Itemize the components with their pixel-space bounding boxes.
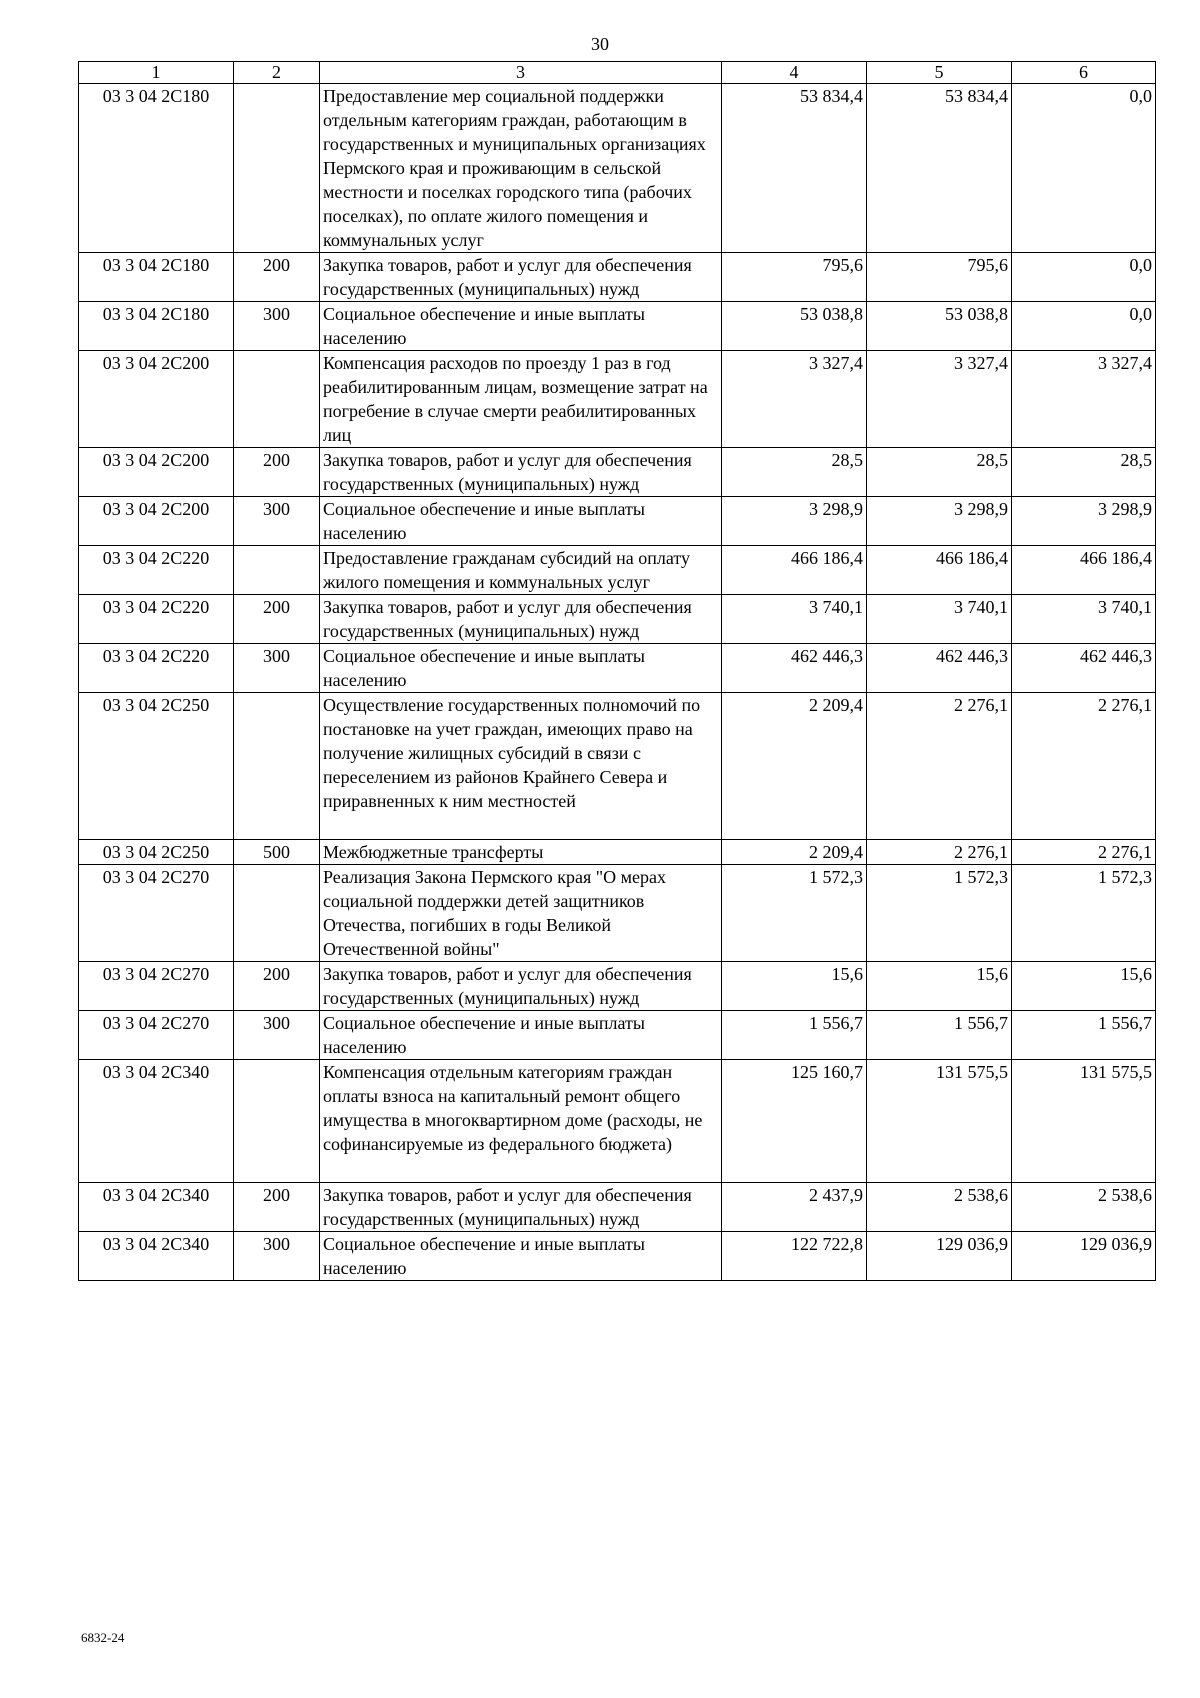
row-value-col4: 3 740,1	[722, 595, 867, 644]
row-description: Предоставление мер социальной поддержки отдельным категориям граждан, работающим в государственных и муниципальных организациях Пермского края и проживающим в сельской местности и поселках городского типа (рабочих поселках), по оплате жилого помещения и коммунальных услуг	[320, 84, 722, 253]
row-description: Социальное обеспечение и иные выплаты населению	[320, 302, 722, 351]
row-value-col6: 0,0	[1012, 84, 1156, 253]
col-header-2: 2	[234, 62, 320, 84]
row-code: 03 3 04 2С340	[79, 1060, 234, 1183]
row-code: 03 3 04 2С220	[79, 644, 234, 693]
row-description: Закупка товаров, работ и услуг для обеспечения государственных (муниципальных) нужд	[320, 962, 722, 1011]
row-description: Закупка товаров, работ и услуг для обеспечения государственных (муниципальных) нужд	[320, 448, 722, 497]
row-code: 03 3 04 2С340	[79, 1183, 234, 1232]
row-expense-type: 300	[234, 1011, 320, 1060]
col-header-3: 3	[320, 62, 722, 84]
row-value-col6: 462 446,3	[1012, 644, 1156, 693]
row-value-col5: 28,5	[867, 448, 1012, 497]
row-value-col5: 2 276,1	[867, 840, 1012, 865]
table-row	[79, 595, 1156, 644]
row-value-col5: 3 327,4	[867, 351, 1012, 448]
row-description: Предоставление гражданам субсидий на оплату жилого помещения и коммунальных услуг	[320, 546, 722, 595]
row-expense-type: 200	[234, 962, 320, 1011]
col-header-4: 4	[722, 62, 867, 84]
row-expense-type: 200	[234, 448, 320, 497]
col-header-5: 5	[867, 62, 1012, 84]
row-value-col5: 3 298,9	[867, 497, 1012, 546]
row-expense-type: 500	[234, 840, 320, 865]
row-value-col4: 795,6	[722, 253, 867, 302]
budget-table	[78, 61, 1156, 1281]
table-row	[79, 253, 1156, 302]
table-row	[79, 351, 1156, 448]
row-code: 03 3 04 2С180	[79, 302, 234, 351]
page-number: 30	[591, 34, 609, 54]
row-value-col6: 0,0	[1012, 253, 1156, 302]
table-row	[79, 693, 1156, 840]
col-header-1: 1	[79, 62, 234, 84]
row-value-col5: 1 572,3	[867, 865, 1012, 962]
document-code: 6832-24	[81, 1630, 125, 1645]
row-code: 03 3 04 2С250	[79, 840, 234, 865]
table-row	[79, 546, 1156, 595]
row-value-col6: 131 575,5	[1012, 1060, 1156, 1183]
row-code: 03 3 04 2С270	[79, 1011, 234, 1060]
row-value-col4: 2 209,4	[722, 693, 867, 840]
row-value-col5: 466 186,4	[867, 546, 1012, 595]
row-value-col4: 3 327,4	[722, 351, 867, 448]
row-value-col4: 466 186,4	[722, 546, 867, 595]
row-expense-type: 200	[234, 1183, 320, 1232]
row-value-col5: 1 556,7	[867, 1011, 1012, 1060]
row-value-col5: 15,6	[867, 962, 1012, 1011]
row-expense-type: 300	[234, 644, 320, 693]
col-header-6: 6	[1012, 62, 1156, 84]
row-value-col5: 53 038,8	[867, 302, 1012, 351]
row-description: Реализация Закона Пермского края "О мерах социальной поддержки детей защитников Отечества, погибших в годы Великой Отечественной войны"	[320, 865, 722, 962]
row-description: Осуществление государственных полномочий по постановке на учет граждан, имеющих право на получение жилищных субсидий в связи с переселением из районов Крайнего Севера и приравненных к ним местностей	[320, 693, 722, 840]
row-value-col6: 0,0	[1012, 302, 1156, 351]
row-expense-type	[234, 351, 320, 448]
row-value-col6: 3 740,1	[1012, 595, 1156, 644]
row-value-col6: 129 036,9	[1012, 1232, 1156, 1281]
table-row	[79, 1060, 1156, 1183]
table-row	[79, 1232, 1156, 1281]
row-expense-type	[234, 546, 320, 595]
row-description: Закупка товаров, работ и услуг для обеспечения государственных (муниципальных) нужд	[320, 253, 722, 302]
row-value-col6: 3 327,4	[1012, 351, 1156, 448]
row-value-col4: 1 572,3	[722, 865, 867, 962]
row-description: Социальное обеспечение и иные выплаты населению	[320, 1011, 722, 1060]
row-code: 03 3 04 2С220	[79, 595, 234, 644]
row-value-col5: 3 740,1	[867, 595, 1012, 644]
row-value-col4: 122 722,8	[722, 1232, 867, 1281]
row-value-col6: 15,6	[1012, 962, 1156, 1011]
row-value-col4: 53 834,4	[722, 84, 867, 253]
row-expense-type: 300	[234, 302, 320, 351]
row-code: 03 3 04 2С340	[79, 1232, 234, 1281]
row-expense-type: 300	[234, 1232, 320, 1281]
row-value-col6: 1 556,7	[1012, 1011, 1156, 1060]
row-expense-type: 300	[234, 497, 320, 546]
table-row	[79, 962, 1156, 1011]
row-code: 03 3 04 2С250	[79, 693, 234, 840]
row-description: Закупка товаров, работ и услуг для обеспечения государственных (муниципальных) нужд	[320, 595, 722, 644]
row-code: 03 3 04 2С180	[79, 253, 234, 302]
row-value-col6: 3 298,9	[1012, 497, 1156, 546]
row-code: 03 3 04 2С270	[79, 962, 234, 1011]
row-expense-type	[234, 84, 320, 253]
row-value-col4: 462 446,3	[722, 644, 867, 693]
row-expense-type	[234, 865, 320, 962]
row-description: Социальное обеспечение и иные выплаты населению	[320, 1232, 722, 1281]
row-code: 03 3 04 2С200	[79, 497, 234, 546]
table-row	[79, 644, 1156, 693]
row-description: Социальное обеспечение и иные выплаты населению	[320, 497, 722, 546]
row-expense-type: 200	[234, 595, 320, 644]
row-value-col6: 28,5	[1012, 448, 1156, 497]
row-description: Межбюджетные трансферты	[320, 840, 722, 865]
table-row	[79, 84, 1156, 253]
row-code: 03 3 04 2С200	[79, 448, 234, 497]
row-value-col5: 462 446,3	[867, 644, 1012, 693]
row-value-col5: 2 276,1	[867, 693, 1012, 840]
row-description: Компенсация расходов по проезду 1 раз в год реабилитированным лицам, возмещение затрат на погребение в случае смерти реабилитированных лиц	[320, 351, 722, 448]
header-row	[79, 62, 1156, 84]
row-value-col4: 1 556,7	[722, 1011, 867, 1060]
row-description: Закупка товаров, работ и услуг для обеспечения государственных (муниципальных) нужд	[320, 1183, 722, 1232]
row-value-col4: 3 298,9	[722, 497, 867, 546]
row-description: Социальное обеспечение и иные выплаты населению	[320, 644, 722, 693]
row-value-col6: 2 538,6	[1012, 1183, 1156, 1232]
row-value-col4: 53 038,8	[722, 302, 867, 351]
row-value-col5: 795,6	[867, 253, 1012, 302]
table-row	[79, 1011, 1156, 1060]
row-code: 03 3 04 2С200	[79, 351, 234, 448]
row-expense-type: 200	[234, 253, 320, 302]
row-value-col5: 53 834,4	[867, 84, 1012, 253]
table-row	[79, 497, 1156, 546]
table-row	[79, 840, 1156, 865]
table-row	[79, 448, 1156, 497]
row-value-col4: 125 160,7	[722, 1060, 867, 1183]
row-code: 03 3 04 2С180	[79, 84, 234, 253]
row-expense-type	[234, 693, 320, 840]
row-value-col6: 1 572,3	[1012, 865, 1156, 962]
table-row	[79, 302, 1156, 351]
row-value-col6: 466 186,4	[1012, 546, 1156, 595]
row-value-col6: 2 276,1	[1012, 693, 1156, 840]
row-value-col5: 131 575,5	[867, 1060, 1012, 1183]
row-value-col4: 2 209,4	[722, 840, 867, 865]
row-value-col5: 2 538,6	[867, 1183, 1012, 1232]
row-value-col4: 2 437,9	[722, 1183, 867, 1232]
row-code: 03 3 04 2С220	[79, 546, 234, 595]
row-value-col4: 15,6	[722, 962, 867, 1011]
row-description: Компенсация отдельным категориям граждан оплаты взноса на капитальный ремонт общего имущества в многоквартирном доме (расходы, не софинансируемые из федерального бюджета)	[320, 1060, 722, 1183]
table-row	[79, 1183, 1156, 1232]
row-value-col6: 2 276,1	[1012, 840, 1156, 865]
row-value-col4: 28,5	[722, 448, 867, 497]
row-value-col5: 129 036,9	[867, 1232, 1012, 1281]
table-row	[79, 865, 1156, 962]
row-code: 03 3 04 2С270	[79, 865, 234, 962]
row-expense-type	[234, 1060, 320, 1183]
